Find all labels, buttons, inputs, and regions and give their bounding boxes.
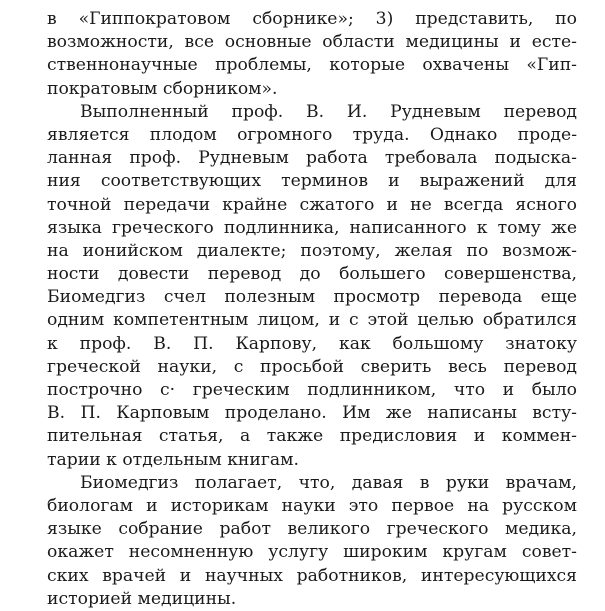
- text-line: тарии к отдельным книгам.: [47, 449, 299, 470]
- text-line: окажет несомненную услугу широким кругам совет-: [47, 542, 577, 563]
- paragraph-2: [47, 101, 577, 472]
- text-line: является плодом огромного труда. Однако проде-: [47, 124, 577, 145]
- text-line: Биомедгиз счел полезным просмотр перевода еще: [47, 287, 577, 308]
- text-line: ния соответствующих терминов и выражений для: [47, 171, 577, 192]
- paragraph-3: [47, 472, 577, 611]
- text-line: ственнонаучные проблемы, которые охвачены «Гип-: [47, 55, 577, 76]
- text-line: на ионийском диалекте; поэтому, желая по возмож-: [47, 240, 577, 261]
- text-line: ланная проф. Рудневым работа требовала подыска-: [47, 148, 577, 169]
- text-line: ских врачей и научных работников, интересующихся: [47, 565, 577, 586]
- text-line: построчно с· греческим подлинником, что и было: [47, 380, 577, 400]
- text-line: пительная статья, а также предисловия и коммен-: [47, 426, 577, 447]
- text-line: к проф. В. П. Карпову, как большому знатоку: [47, 333, 577, 354]
- text-line: Выполненный проф. В. И. Рудневым перевод: [80, 101, 577, 122]
- document-page: [47, 8, 577, 611]
- text-line: ности довести перевод до большего совершенства,: [47, 264, 577, 285]
- text-line: В. П. Карповым проделано. Им же написаны всту-: [47, 403, 577, 424]
- text-line: греческой науки, с просьбой сверить весь перевод: [47, 356, 577, 377]
- paragraph-1: [47, 8, 577, 101]
- text-line: одним компетентным лицом, и с этой целью обратился: [47, 310, 577, 331]
- text-line: точной передачи крайне сжатого и не всегда ясного: [47, 194, 577, 215]
- text-line: биологам и историкам науки это первое на русском: [47, 495, 577, 516]
- text-line: в «Гиппократовом сборнике»; 3) представить, по: [47, 9, 577, 29]
- text-line: возможности, все основные области медицины и есте-: [47, 32, 577, 53]
- text-line: языке собрание работ великого греческого медика,: [47, 519, 577, 540]
- text-line: историей медицины.: [47, 588, 237, 609]
- text-line: языка греческого подлинника, написанного к тому же: [47, 217, 577, 238]
- text-line: пократовым сборником».: [47, 78, 278, 99]
- text-line: Биомедгиз полагает, что, давая в руки врачам,: [80, 472, 577, 493]
